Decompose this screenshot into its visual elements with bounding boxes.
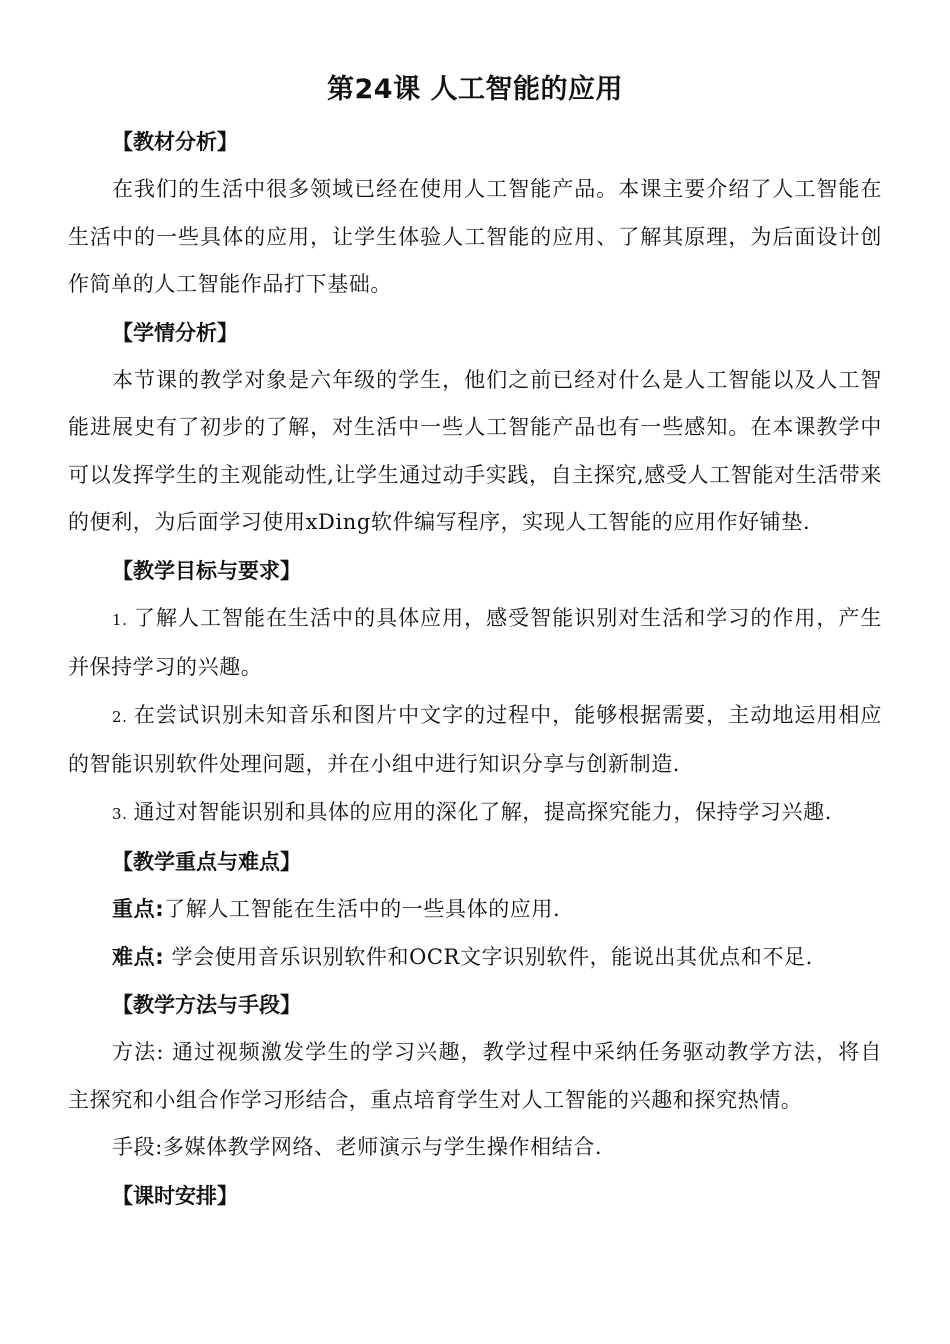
difficulty-label: 难点: xyxy=(112,944,165,969)
heading-focus-difficulty: 【教学重点与难点】 xyxy=(112,850,301,874)
goal-number: 2. xyxy=(112,707,128,726)
paragraph-student-analysis: 本节课的教学对象是六年级的学生，他们之前已经对什么是人工智能以及人工智能进展史有了初步的了解，对生活中一些人工智能产品也有一些感知。在本课教学中可以发挥学生的主观能动性,让学生通过动手实践，自主探究,感受人工智能对生活带来的便利，为后面学习使用xDing软件编写程序，实现人工智能的应用作好铺垫. xyxy=(68,367,882,534)
key-point-label: 重点: xyxy=(112,897,165,921)
paragraph-difficulty xyxy=(68,934,882,982)
difficulty-text: 学会使用音乐识别软件和OCR文字识别软件，能说出其优点和不足. xyxy=(164,944,813,969)
goal-item-3 xyxy=(68,789,882,839)
goal-item-2 xyxy=(68,692,882,789)
goal-item-1 xyxy=(68,595,882,692)
page-title: 第24课 人工智能的应用 xyxy=(327,74,623,105)
paragraph-means: 手段:多媒体教学网络、老师演示与学生操作相结合. xyxy=(112,1135,603,1159)
goal-text: 在尝试识别未知音乐和图片中文字的过程中，能够根据需要，主动地运用相应的智能识别软件处理问题，并在小组中进行知识分享与创新制造. xyxy=(68,702,882,776)
paragraph-key-point xyxy=(68,886,882,934)
goal-text: 了解人工智能在生活中的具体应用，感受智能识别对生活和学习的作用，产生并保持学习的兴趣。 xyxy=(68,605,882,679)
heading-student-analysis: 【学情分析】 xyxy=(112,320,238,345)
heading-goals: 【教学目标与要求】 xyxy=(112,558,301,583)
paragraph-textbook-analysis: 在我们的生活中很多领域已经在使用人工智能产品。本课主要介绍了人工智能在生活中的一些具体的应用，让学生体验人工智能的应用、了解其原理，为后面设计创作简单的人工智能作品打下基础。 xyxy=(68,177,882,296)
heading-methods: 【教学方法与手段】 xyxy=(112,993,301,1017)
document-page xyxy=(68,70,882,1220)
heading-textbook-analysis: 【教材分析】 xyxy=(112,130,238,154)
heading-schedule: 【课时安排】 xyxy=(112,1183,238,1208)
key-point-text: 了解人工智能在生活中的一些具体的应用. xyxy=(164,897,561,921)
goal-number: 3. xyxy=(112,804,128,823)
paragraph-method: 方法: 通过视频激发学生的学习兴趣，教学过程中采纳任务驱动教学方法，将自主探究和小组合作学习形结合，重点培育学生对人工智能的兴趣和探究热情。 xyxy=(68,1040,882,1112)
goal-text: 通过对智能识别和具体的应用的深化了解，提高探究能力，保持学习兴趣. xyxy=(133,799,832,824)
goal-number: 1. xyxy=(112,610,128,629)
